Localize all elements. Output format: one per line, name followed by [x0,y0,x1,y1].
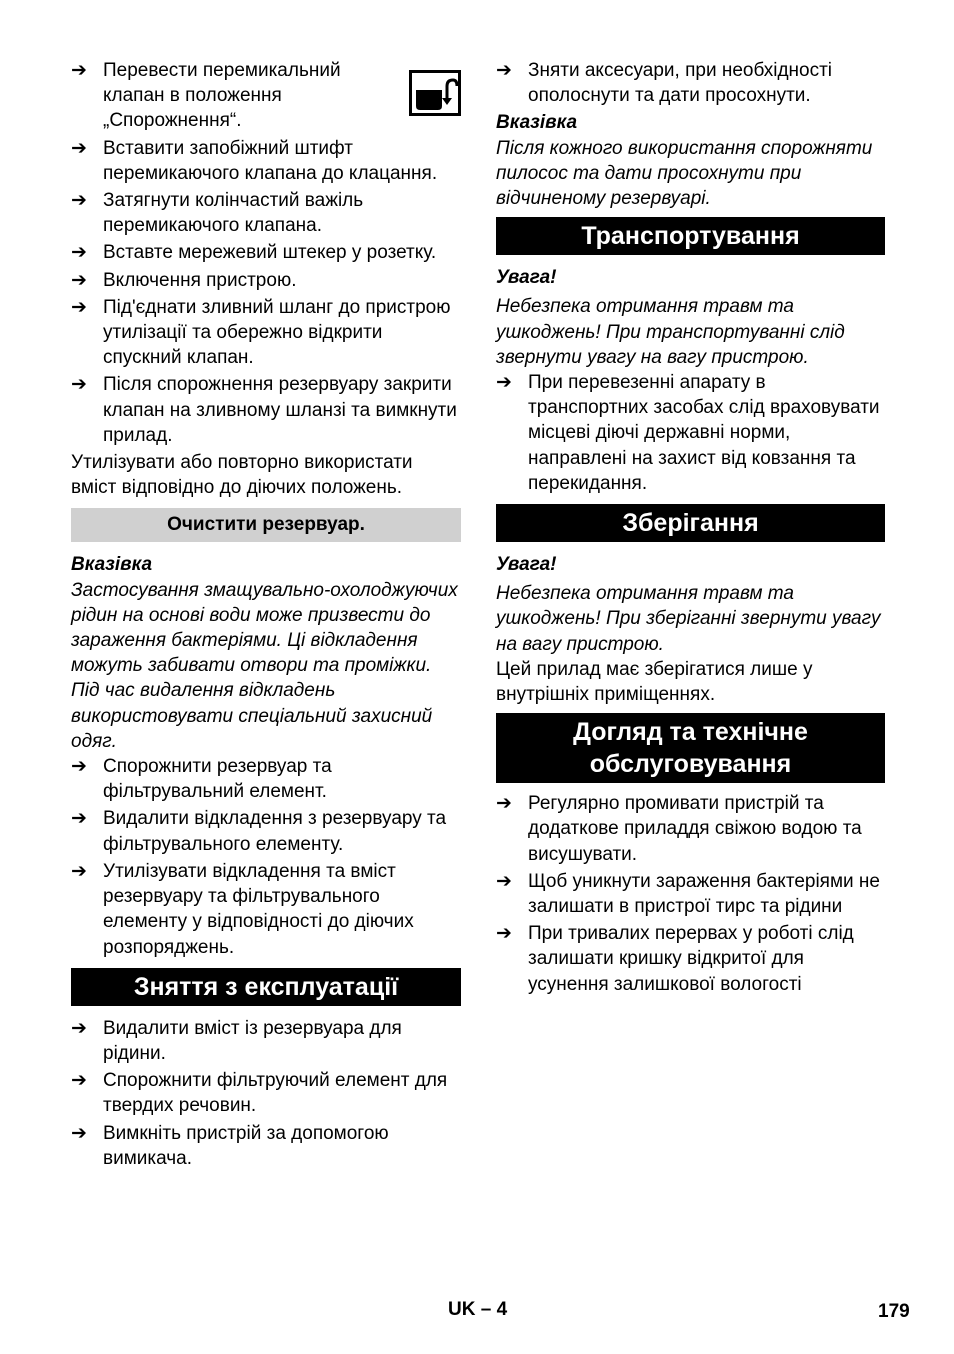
list-item: ➔ Спорожнити фільтруючий елемент для твердих речовин. [71,1070,448,1117]
left-column [71,58,461,1173]
note-text: Після кожного використання спорожняти пилосос та дати просохнути при відчиненому резервуарі. [496,137,873,210]
list-item: ➔ Регулярно промивати пристрій та додаткове приладдя свіжою водою та висушувати. [496,793,862,865]
list-item: ➔ Спорожнити резервуар та фільтрувальний елемент. [71,756,332,803]
arrow-right-icon: ➔ [71,190,87,212]
arrow-right-icon: ➔ [71,242,87,264]
list-item: ➔ Вимкніть пристрій за допомогою вимикача. [71,1122,389,1169]
note-label: Вказівка [496,112,578,134]
warning-label: Увага! [496,267,557,289]
list-item: ➔ Видалити відкладення з резервуару та фільтрувального елементу. [71,808,447,855]
arrow-right-icon: ➔ [496,923,512,945]
note-label: Вказівка [71,554,153,576]
storage-text: Цей прилад має зберігатися лише у внутрішніх приміщеннях. [496,658,813,706]
list-item: ➔ Затягнути колінчастий важіль перемикаючого клапана. [71,190,364,237]
list-item: ➔ Вставте мережевий штекер у розетку. [71,240,461,265]
arrow-right-icon: ➔ [71,808,87,830]
transport-heading: Транспортування [496,217,885,255]
list-item: ➔ Зняти аксесуари, при необхідності ополоснути та дати просохнути. [496,60,833,107]
arrow-right-icon: ➔ [71,374,87,396]
list-item: ➔ Видалити вміст із резервуара для рідини. [71,1017,402,1064]
clean-tank-heading: Очистити резервуар. [71,508,461,542]
decommission-heading: Зняття з експлуатації [71,968,461,1006]
arrow-right-icon: ➔ [71,296,87,318]
note-text: Застосування змащувально-охолоджуючих рідин на основі води може призвести до зараження бактеріями. Ці відкладення можуть забивати отвори та проміжки. Під час видалення відкладень використовувати спеціальний захисний одяг. [71,579,458,752]
arrow-right-icon: ➔ [71,1017,87,1039]
arrow-right-icon: ➔ [71,860,87,882]
warning-text: Небезпека отримання травм та ушкоджень! При зберіганні звернути увагу на вагу пристрою. [496,583,881,655]
arrow-right-icon: ➔ [71,1122,87,1144]
arrow-right-icon: ➔ [71,1070,87,1092]
arrow-right-icon: ➔ [71,269,87,291]
list-item: ➔ Перевести перемикальний клапан в положення „Спорожнення“. [71,60,341,132]
dispose-text: Утилізувати або повторно використати вміст відповідно до діючих положень. [71,452,413,499]
arrow-right-icon: ➔ [496,60,512,81]
list-item: ➔ При тривалих перервах у роботі слід залишати кришку відкритої для усунення залишкової вологості [496,923,854,995]
list-item: ➔ Після спорожнення резервуару закрити клапан на зливному шланзі та вимкнути прилад. [71,374,457,446]
care-heading: Догляд та технічне обслуговування [496,713,885,783]
arrow-right-icon: ➔ [71,60,87,81]
storage-heading: Зберігання [496,504,885,542]
list-item: ➔ Під'єднати зливний шланг до пристрою утилізації та обережно відкрити спускний клапан. [71,296,451,369]
list-item: ➔ Щоб уникнути зараження бактеріями не залишати в пристрої тирс та рідини [496,870,880,918]
page-number: 179 [878,1301,910,1322]
arrow-right-icon: ➔ [496,870,512,892]
arrow-right-icon: ➔ [496,372,512,394]
list-item: ➔ Утилізувати відкладення та вміст резервуару та фільтрувального елементу у відповідності до діючих розпоряджень. [71,860,414,958]
warning-text: Небезпека отримання травм та ушкоджень! При транспортуванні слід звернути увагу на вагу пристрою. [496,296,845,368]
warning-label: Увага! [496,554,557,576]
arrow-right-icon: ➔ [71,756,87,778]
arrow-right-icon: ➔ [71,137,87,159]
right-column [496,58,885,999]
list-item: ➔ При перевезенні апарату в транспортних засобах слід враховувати місцеві діючі державні норми, направлені на захист від ковзання та перекидання. [496,372,880,494]
arrow-right-icon: ➔ [496,793,512,815]
footer-section-label: UK – 4 [448,1299,508,1320]
list-item: ➔ Включення пристрою. [71,268,461,293]
list-item: ➔ Вставити запобіжний штифт перемикаючого клапана до клацання. [71,137,438,184]
